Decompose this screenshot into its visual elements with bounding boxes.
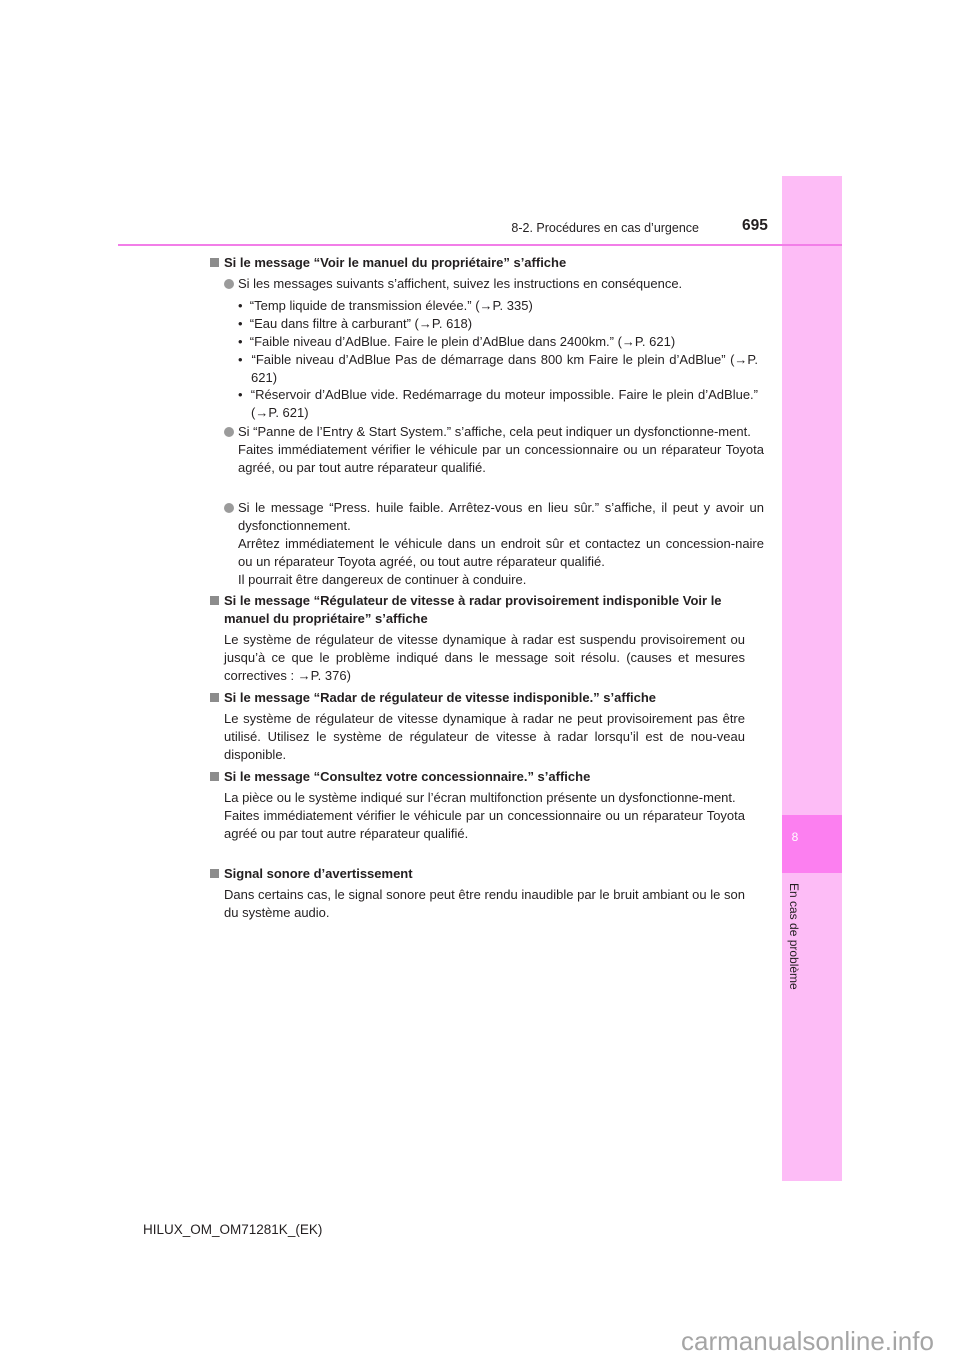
body-paragraph [224, 886, 745, 922]
section-heading [210, 768, 750, 786]
list-item: • “Temp liquide de transmission élevée.” (→P. 335) [238, 298, 533, 313]
body-text: La pièce ou le système indiqué sur l’écran multifonction présente un dysfonctionne-ment. [224, 790, 736, 805]
list-item: • “Faible niveau d’AdBlue Pas de démarrage dans 800 km Faire le plein d’AdBlue” (→P. 621) [238, 352, 758, 385]
section-heading [210, 592, 764, 628]
heading-text: Si le message “Radar de régulateur de vitesse indisponible.” s’affiche [224, 690, 657, 705]
list-item: • “Réservoir d’AdBlue vide. Redémarrage du moteur impossible. Faire le plein d’AdBlue.” (→P. 621) [238, 387, 758, 420]
section-heading [210, 865, 750, 883]
list-item: • “Eau dans filtre à carburant” (→P. 618) [238, 316, 473, 331]
bullet-text: Faites immédiatement vérifier le véhicule par un concessionnaire ou un réparateur Toyota agréé, ou par tout autre réparateur qualifié. [238, 442, 764, 475]
circle-bullet-icon [224, 427, 234, 437]
body-text: Dans certains cas, le signal sonore peut être rendu inaudible par le bruit ambiant ou le son du système audio. [224, 887, 745, 920]
chapter-side-tab [782, 176, 842, 1181]
list-item-text: “Faible niveau d’AdBlue Pas de démarrage dans 800 km Faire le plein d’AdBlue” (→P. 621) [251, 352, 758, 385]
page-number: 695 [742, 217, 768, 234]
list-item-text: “Eau dans filtre à carburant” (→P. 618) [249, 316, 473, 331]
section-heading [210, 254, 750, 272]
heading-text: Si le message “Régulateur de vitesse à radar provisoirement indisponible Voir le manuel du propriétaire” s’affiche [224, 593, 722, 626]
square-bullet-icon [210, 693, 219, 702]
chapter-title: En cas de problème [787, 883, 801, 990]
section-title: 8-2. Procédures en cas d’urgence [511, 221, 699, 235]
list-item: • “Faible niveau d’AdBlue. Faire le plein d’AdBlue dans 2400km.” (→P. 621) [238, 334, 676, 349]
circle-bullet-icon [224, 503, 234, 513]
watermark: carmanualsonline.info [681, 1326, 934, 1356]
bullet-text: Il pourrait être dangereux de continuer à conduire. [238, 572, 527, 587]
body-paragraph [224, 789, 745, 843]
document-code: HILUX_OM_OM71281K_(EK) [143, 1222, 323, 1237]
body-text: Faites immédiatement vérifier le véhicule par un concessionnaire ou un réparateur Toyota agréé ou par tout autre réparateur qualifié. [224, 808, 745, 841]
chapter-tab-marker [782, 815, 842, 873]
list-item-text: “Réservoir d’AdBlue vide. Redémarrage du moteur impossible. Faire le plein d’AdBlue.” (→P. 621) [250, 387, 758, 420]
bullet-text: Si le message “Press. huile faible. Arrêtez-vous en lieu sûr.” s’affiche, il peut y avoir un dysfonctionnement. [238, 500, 764, 533]
square-bullet-icon [210, 772, 219, 781]
body-text: Le système de régulateur de vitesse dynamique à radar ne peut provisoirement pas être utilisé. Utilisez le système de régulateur de vitesse à radar lorsqu’il est de nou-veau disponible. [224, 711, 745, 762]
bullet-paragraph [224, 275, 764, 293]
section-heading [210, 689, 750, 707]
square-bullet-icon [210, 258, 219, 267]
heading-text: Si le message “Consultez votre concessionnaire.” s’affiche [224, 769, 591, 784]
heading-text: Si le message “Voir le manuel du propriétaire” s’affiche [224, 255, 567, 270]
bullet-paragraph [224, 499, 764, 589]
body-paragraph [224, 710, 745, 764]
body-paragraph [224, 631, 745, 685]
square-bullet-icon [210, 596, 219, 605]
bullet-paragraph [224, 423, 764, 477]
square-bullet-icon [210, 869, 219, 878]
bullet-text: Si les messages suivants s’affichent, suivez les instructions en conséquence. [238, 276, 683, 291]
circle-bullet-icon [224, 279, 234, 289]
heading-text: Signal sonore d’avertissement [224, 866, 413, 881]
bullet-text: Si “Panne de l’Entry & Start System.” s’affiche, cela peut indiquer un dysfonctionne-ment. [238, 424, 751, 439]
list-item-text: “Faible niveau d’AdBlue. Faire le plein d’AdBlue dans 2400km.” (→P. 621) [249, 334, 676, 349]
header-divider [118, 244, 842, 246]
body-text: Le système de régulateur de vitesse dynamique à radar est suspendu provisoirement ou jusqu’à ce que le problème indiqué dans le message soit résolu. (causes et mesures correctives : →P. 376) [224, 632, 745, 683]
list-item-text: “Temp liquide de transmission élevée.” (→P. 335) [249, 298, 533, 313]
bullet-text: Arrêtez immédiatement le véhicule dans un endroit sûr et contactez un concession-naire ou un réparateur Toyota agréé, ou tout autre réparateur qualifié. [238, 536, 764, 569]
chapter-number: 8 [791, 830, 799, 844]
